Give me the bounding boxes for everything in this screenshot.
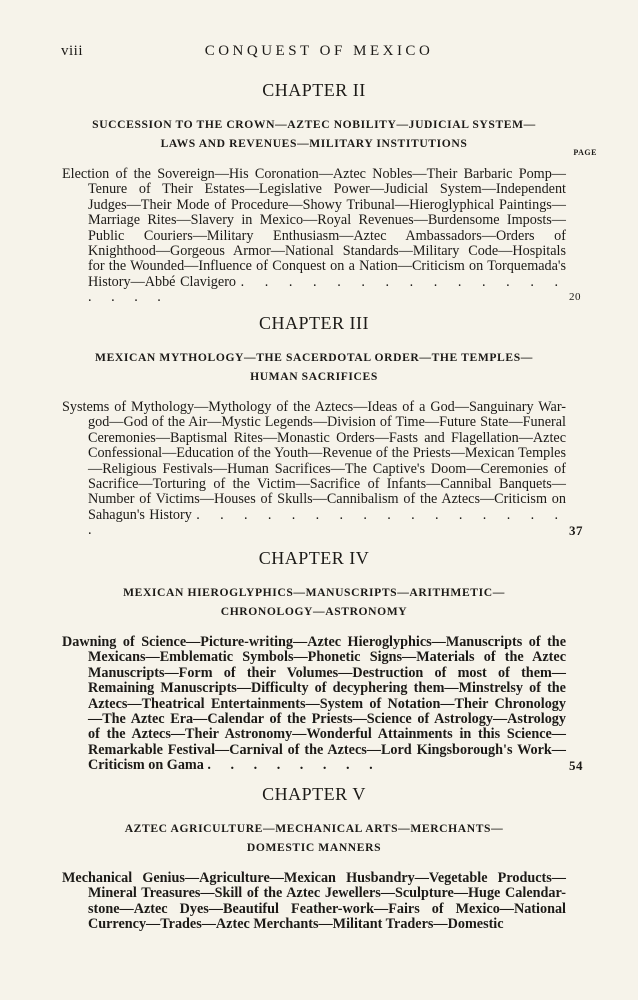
chapter-heading: CHAPTER II — [262, 80, 366, 100]
summary-text: Systems of Mythology—Mythology of the Aztecs—Ideas of a God—Sanguinary War-god—God of the Air—Mystic Legends—Division of Time—Future State—Funeral Ceremonies—Baptismal Rites—Monastic Orders—Fasts and Flagellation—Aztec Confessional—Education of the Youth—Revenue of the Priests—Mexican Temples—Religious Festivals—Human Sacrifices—The Captive's Doom—Ceremonies of Sacrifice—Torturing of the Victim—Sacrifice of Infants—Cannibal Banquets—Number of Victims—Houses of Skulls—Cannibalism of the Aztecs—Criticism on Sahagun's History — [62, 399, 566, 523]
subjects-line: SUCCESSION TO THE CROWN—AZTEC NOBILITY—JUDICIAL SYSTEM— — [92, 118, 536, 131]
chapter-subjects — [62, 115, 566, 153]
page-column-label: PAGE — [573, 148, 597, 157]
chapter-4 — [62, 548, 583, 788]
summary-text: Dawning of Science—Picture-writing—Aztec Hieroglyphics—Manuscripts of the Mexicans—Emblematic Symbols—Phonetic Signs—Materials of the Aztec Manuscripts—Form of their Volumes—Destruction of most of them—Remaining Manuscripts—Difficulty of decyphering them—Minstrelsy of the Aztecs—Theatrical Entertainments—System of Notation—Their Chronology—The Aztec Era—Calendar of the Priests—Science of Astrology—Astrology of the Aztecs—Their Astronomy—Wonderful Attainments in this Science—Remarkable Festival—Carnival of the Aztecs—Lord Kingsborough's Work—Criticism on Gama — [62, 634, 566, 774]
subjects-line: AZTEC AGRICULTURE—MECHANICAL ARTS—MERCHANTS— — [124, 822, 504, 835]
subjects-line: CHRONOLOGY—ASTRONOMY — [220, 605, 408, 618]
dot-leader: . . . . . . . . . . . . . . . . . . — [88, 273, 566, 306]
summary-text: Mechanical Genius—Agriculture—Mexican Husbandry—Vegetable Products—Mineral Treasures—Skill of the Aztec Jewellers—Sculpture—Huge Calendar-stone—Aztec Dyes—Beautiful Feather-work—Fairs of Mexico—National Currency—Trades—Aztec Merchants—Militant Traders—Domestic — [62, 870, 566, 933]
subjects-line: MEXICAN MYTHOLOGY—THE SACERDOTAL ORDER—THE TEMPLES— — [95, 351, 533, 364]
chapter-subjects — [62, 819, 566, 857]
subjects-line: LAWS AND REVENUES—MILITARY INSTITUTIONS — [160, 137, 468, 150]
running-head — [0, 43, 638, 63]
subjects-line: HUMAN SACRIFICES — [250, 370, 378, 383]
chapter-summary: Election of the Sovereign—His Coronation—Aztec Nobles—Their Barbaric Pomp—Tenure of Their Estates—Legislative Power—Judicial System—Independent Judges—Their Mode of Procedure—Showy Tribunal—Hieroglyphical Paintings—Marriage Rites—Slavery in Mexico—Royal Revenues—Burdensome Imposts—Public Couriers—Military Enthusiasm—Aztec Ambassadors—Orders of Knighthood—Gorgeous Armor—National Standards—Military Code—Hospitals for the Wounded—Influence of Conquest on a Nation—Criticism on Torquemada's History—Abbé Clavigero . . . . . . . . . . . . . . . . . . 20 — [62, 166, 581, 306]
subjects-line: DOMESTIC MANNERS — [246, 841, 382, 854]
chapter-subjects — [62, 348, 566, 386]
chapter-heading: CHAPTER III — [259, 313, 369, 333]
page-number: viii — [61, 43, 84, 59]
chapter-3 — [62, 313, 583, 553]
chapter-5 — [62, 784, 566, 947]
summary-text: Election of the Sovereign—His Coronation—Aztec Nobles—Their Barbaric Pomp—Tenure of Their Estates—Legislative Power—Judicial System—Independent Judges—Their Mode of Procedure—Showy Tribunal—Hieroglyphical Paintings—Marriage Rites—Slavery in Mexico—Royal Revenues—Burdensome Imposts—Public Couriers—Military Enthusiasm—Aztec Ambassadors—Orders of Knighthood—Gorgeous Armor—National Standards—Military Code—Hospitals for the Wounded—Influence of Conquest on a Nation—Criticism on Torquemada's History—Abbé Clavigero — [62, 166, 566, 290]
book-title: CONQUEST OF MEXICO — [204, 43, 434, 59]
chapter-summary — [62, 871, 566, 933]
chapter-2 — [62, 80, 597, 320]
chapter-summary: Systems of Mythology—Mythology of the Aztecs—Ideas of a God—Sanguinary War-god—God of the Air—Mystic Legends—Division of Time—Future State—Funeral Ceremonies—Baptismal Rites—Monastic Orders—Fasts and Flagellation—Aztec Confessional—Education of the Youth—Revenue of the Priests—Mexican Temples—Religious Festivals—Human Sacrifices—The Captive's Doom—Ceremonies of Sacrifice—Torturing of the Victim—Sacrifice of Infants—Cannibal Banquets—Number of Victims—Houses of Skulls—Cannibalism of the Aztecs—Criticism on Sahagun's History . . . . . . . . . . . . . . . . . 37 — [62, 399, 583, 539]
chapter-heading: CHAPTER IV — [258, 548, 370, 568]
chapter-subjects — [62, 583, 566, 621]
chapter-heading: CHAPTER V — [262, 784, 366, 804]
dot-leader: . . . . . . . . — [207, 757, 381, 774]
dot-leader: . . . . . . . . . . . . . . . . . — [88, 506, 567, 539]
chapter-summary: Dawning of Science—Picture-writing—Aztec Hieroglyphics—Manuscripts of the Mexicans—Emblematic Symbols—Phonetic Signs—Materials of the Aztec Manuscripts—Form of their Volumes—Destruction of most of them—Remaining Manuscripts—Difficulty of decyphering them—Minstrelsy of the Aztecs—Theatrical Entertainments—System of Notation—Their Chronology—The Aztec Era—Calendar of the Priests—Science of Astrology—Astrology of the Aztecs—Their Astronomy—Wonderful Attainments in this Science—Remarkable Festival—Carnival of the Aztecs—Lord Kingsborough's Work—Criticism on Gama . . . . . . . . 54 — [62, 634, 583, 774]
subjects-line: MEXICAN HIEROGLYPHICS—MANUSCRIPTS—ARITHMETIC— — [123, 586, 505, 599]
